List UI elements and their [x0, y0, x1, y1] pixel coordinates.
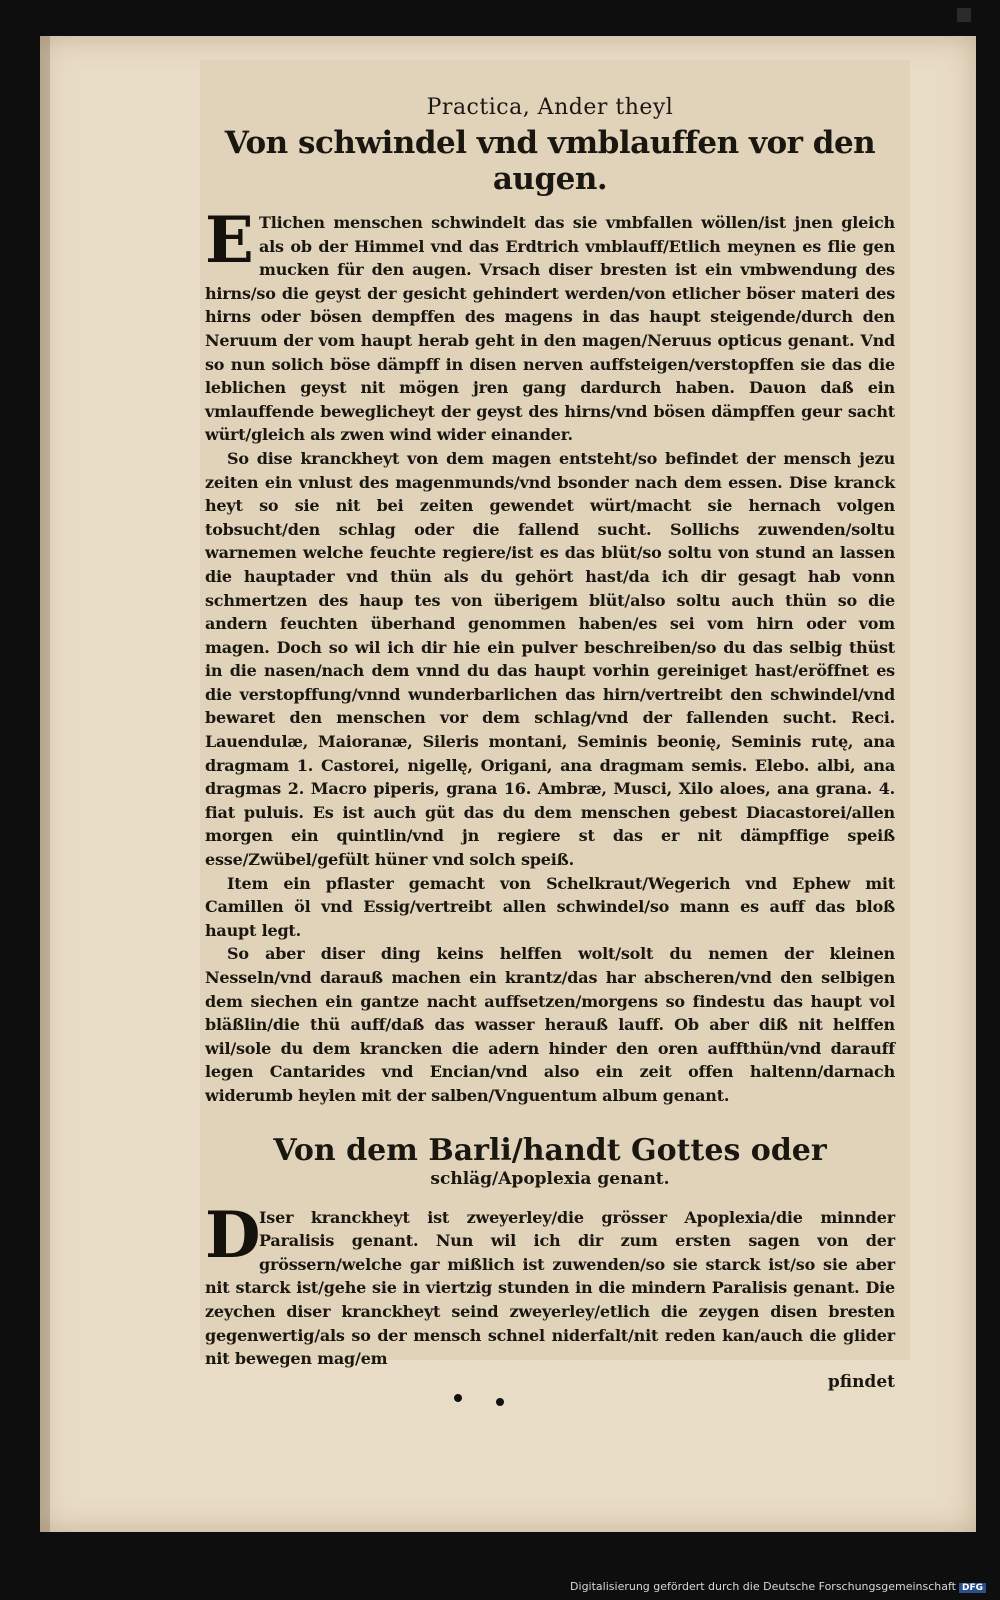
- paragraph: [205, 203, 895, 447]
- running-head: Practica, Ander theyl: [426, 95, 674, 120]
- paragraph-text: Tlichen menschen schwindelt das sie vmbfallen wöllen/ist jnen gleich als ob der Himmel vnd das Erdtrich vmblauff/Etlich meynen es flie gen mucken für den augen. Vrsach diser bresten ist ein vmbwendung des hirns/so die geyst der gesicht gehindert werden/von etlicher böser materi des hirns oder bösen dempffen des magens in das haupt steigende/durch den Neruum der vom haupt herab geht in den magen/Neruus opticus genant. Vnd so nun solich böse dämpff in disen nerven auffsteigen/verstopffen sie das die leblichen geyst nit mögen jren gang dardurch haben. Dauon daß ein vmlauffende beweglicheyt der geyst des hirns/vnd bösen dämpffen geur sacht würt/gleich als zwen wind wider einander.: [205, 213, 895, 445]
- catchword: pfindet: [827, 1371, 895, 1392]
- footer-text: Digitalisierung gefördert durch die Deutsche Forschungsgemeinschaft: [570, 1580, 956, 1593]
- dfg-badge: DFG: [959, 1583, 986, 1593]
- section-title: Von dem Barli/handt Gottes oder: [273, 1132, 827, 1168]
- drop-cap: D: [205, 1197, 261, 1273]
- paragraph: [205, 1197, 895, 1371]
- paragraph: So aber diser ding keins helffen wolt/solt du nemen der kleinen Nesseln/vnd darauß machen ein krantz/das har abscheren/vnd den selbigen dem siechen ein gantze nacht auffsetzen/morgens so findestu das haupt vol bläßlin/die thü auff/daß das wasser herauß lauff. Ob aber diß nit helffen wil/sole du dem krancken die adern hinder den oren auffthün/vnd darauff legen Cantarides vnd Encian/vnd also ein zeit offen haltenn/darnach widerumb heylen mit der salben/Vnguentum album genant.: [205, 944, 895, 1105]
- paragraph: So dise kranckheyt von dem magen entsteht/so befindet der mensch jezu zeiten ein vnlust des magenmunds/vnd bsonder nach dem essen. Dise kranck heyt so sie nit bei zeiten gewendet würt/macht sie hernach volgen tobsucht/den schlag oder die fallend sucht. Sollichs zuwenden/soltu warnemen welche feuchte regiere/ist es das blüt/so soltu von stund an lassen die hauptader vnd thün als du gehört hast/da ich dir gesagt hab vonn schmertzen des haup tes von überigem blüt/also soltu auch thün so die andern feuchten überhand genommen haben/es sei vom hirn oder vom magen. Doch so wil ich dir hie ein pulver beschreiben/so du das selbig thüst in die nasen/nach dem vnnd du das haupt vorhin gereiniget hast/eröffnet es die verstopffung/vnnd wunderbarlichen das hirn/vertreibt den schwindel/vnd bewaret den menschen vor dem schlag/vnd der fallenden sucht. Reci. Lauendulæ, Maioranæ, Sileris montani, Seminis beonię, Seminis rutę, ana dragmam 1. Castorei, nigellę, Origani, ana dragmam semis. Elebo. albi, ana dragmas 2. Macro piperis, grana 16. Ambræ, Musci, Xilo aloes, ana grana. 4. fiat puluis. Es ist auch güt das du dem menschen gebest Diacastorei/allen morgen ein quintlin/vnd jn regiere st das er nit dämpffige speiß esse/Zwübel/gefült hüner vnd solch speiß.: [205, 448, 895, 870]
- section-title: Von schwindel vnd vmblauffen vor den augen.: [224, 125, 876, 197]
- scan-corner-mark: [957, 8, 971, 22]
- drop-cap: E: [205, 203, 254, 278]
- paragraph-text: Iser kranckheyt ist zweyerley/die grösser Apoplexia/die minnder Paralisis genant. Nun wil ich dir zum ersten sagen von der grössern/welche gar mißlich ist zuwenden/so sie starck ist/so sie aber nit starck ist/gehe sie in viertzig stunden in die mindern Paralisis genant. Die zeychen diser kranckheyt seind zweyerley/etlich die zeygen disen bresten gegenwertig/als so der mensch schnel niderfalt/nit reden kan/auch die glider nit bewegen mag/em: [205, 1207, 895, 1369]
- paragraph: Item ein pflaster gemacht von Schelkraut/Wegerich vnd Ephew mit Camillen öl vnd Essig/vertreibt allen schwindel/so mann es auff das bloß haupt legt.: [205, 873, 895, 940]
- section-subtitle: schläg/Apoplexia genant.: [430, 1168, 670, 1189]
- dot-ornament: [496, 1398, 504, 1406]
- ornament-dots: [450, 1392, 520, 1412]
- footer-credit: [570, 1580, 986, 1593]
- dot-ornament: [454, 1394, 462, 1402]
- page-gutter-shadow: [40, 36, 50, 1532]
- text-column: [205, 95, 895, 1393]
